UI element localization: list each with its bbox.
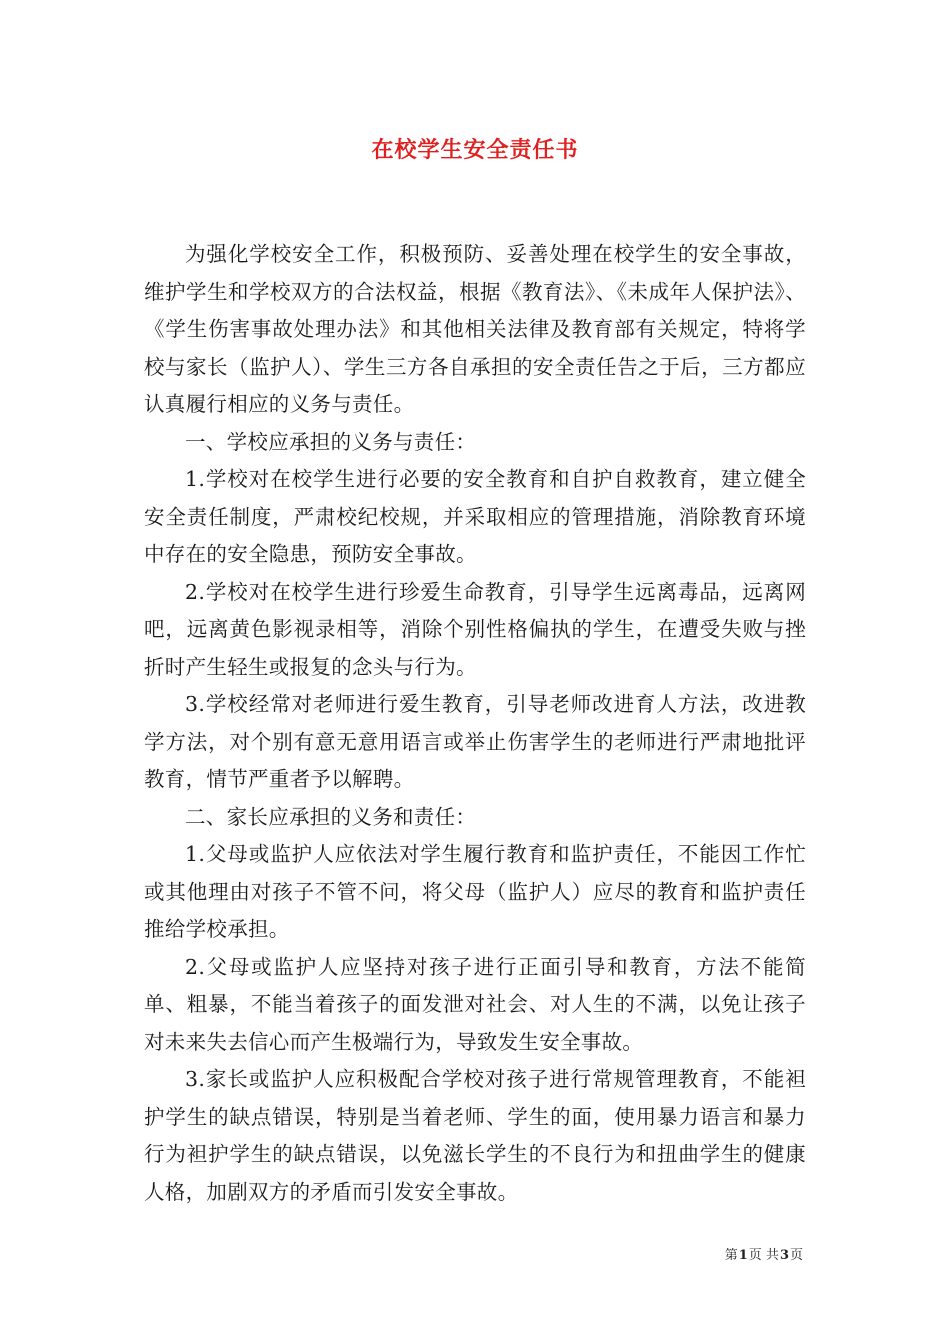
footer-page-current: 1 <box>738 1248 748 1263</box>
footer-suffix: 页 <box>789 1248 803 1263</box>
document-title: 在校学生安全责任书 <box>371 137 579 163</box>
parent-clause-2: 2.父母或监护人应坚持对孩子进行正面引导和教育，方法不能简单、粗暴，不能当着孩子的面发泄对社会、对人生的不满，以免让孩子对未来失去信心而产生极端行为，导致发生安全事故。 <box>144 954 806 1054</box>
footer-page-total: 3 <box>779 1248 789 1263</box>
document-body <box>144 236 806 1211</box>
school-clause-1: 1.学校对在校学生进行必要的安全教育和自护自救教育，建立健全安全责任制度，严肃校纪校规，并采取相应的管理措施，消除教育环境中存在的安全隐患，预防安全事故。 <box>144 467 806 566</box>
school-clause-3: 3.学校经常对老师进行爱生教育，引导老师改进育人方法，改进教学方法，对个别有意无意用语言或举止伤害学生的老师进行严肃地批评教育，情节严重者予以解聘。 <box>144 692 806 791</box>
intro-paragraph: 为强化学校安全工作，积极预防、妥善处理在校学生的安全事故，维护学生和学校双方的合法权益，根据《教育法》、《未成年人保护法》、《学生伤害事故处理办法》和其他相关法律及教育部有关规定，特将学校与家长（监护人）、学生三方各自承担的安全责任告之于后，三方都应认真履行相应的义务与责任。 <box>144 242 806 416</box>
section-heading-parents: 二、家长应承担的义务和责任： <box>185 804 477 829</box>
parent-clause-1: 1.父母或监护人应依法对学生履行教育和监护责任，不能因工作忙或其他理由对孩子不管不问，将父母（监护人）应尽的教育和监护责任推给学校承担。 <box>144 842 806 941</box>
school-clause-2: 2.学校对在校学生进行珍爱生命教育，引导学生远离毒品，远离网吧，远离黄色影视录相等，消除个别性格偏执的学生，在遭受失败与挫折时产生轻生或报复的念头与行为。 <box>144 579 806 679</box>
page-footer <box>725 1247 803 1265</box>
footer-prefix: 第 <box>724 1248 738 1263</box>
section-heading-school: 一、学校应承担的义务与责任： <box>185 429 477 454</box>
parent-clause-3: 3.家长或监护人应积极配合学校对孩子进行常规管理教育，不能袒护学生的缺点错误，特别是当着老师、学生的面，使用暴力语言和暴力行为袒护学生的缺点错误，以免滋长学生的不良行为和扭曲学生的健康人格，加剧双方的矛盾而引发安全事故。 <box>144 1067 806 1204</box>
footer-middle: 页 共 <box>748 1248 779 1263</box>
